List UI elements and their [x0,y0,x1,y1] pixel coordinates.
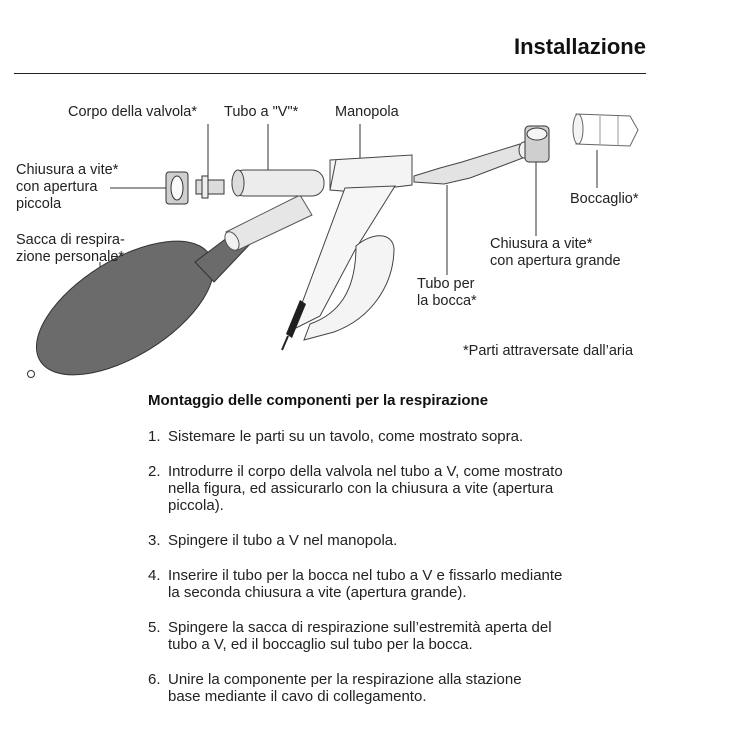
list-item [148,567,668,601]
label-valve-body: Corpo della valvola* [68,104,197,120]
label-mouth-tube: Tubo per la bocca* [417,276,477,309]
step-number: 4. [148,567,161,584]
list-item [148,671,668,705]
v-tube-branch [222,195,312,253]
page-title: Installazione [513,34,646,59]
step-number: 3. [148,532,161,549]
step-text: Spingere la sacca di respirazione sull’estremità aperta del tubo a V, ed il boccaglio sul tubo per la bocca. [168,619,552,653]
list-item [148,619,668,653]
label-handle: Manopola [335,104,399,120]
v-tube [232,170,324,196]
step-text: Unire la componente per la respirazione alla stazione base mediante il cavo di collegamento. [168,671,522,705]
step-number: 6. [148,671,161,688]
instructions-list [148,428,668,705]
step-text: Sistemare le parti su un tavolo, come mostrato sopra. [168,428,524,445]
step-text: Spingere il tubo a V nel manopola. [168,532,398,549]
label-small-screw-cap: Chiusura a vite* con apertura piccola [16,162,119,212]
label-breathing-bag: Sacca di respira- zione personale* [16,232,125,265]
list-item [148,532,668,549]
label-mouthpiece: Boccaglio* [570,191,639,207]
large-screw-cap [525,126,549,162]
valve-body [196,176,224,198]
label-large-screw-cap: Chiusura a vite* con apertura grande [490,236,621,269]
list-item [148,428,668,445]
step-text: Inserire il tubo per la bocca nel tubo a V e fissarlo mediante la seconda chiusura a vite (apertura grande). [168,567,563,601]
assembly-instructions [148,392,668,723]
list-item [148,463,668,514]
step-text: Introdurre il corpo della valvola nel tubo a V, come mostrato nella figura, ed assicurarlo con la chiusura a vite (apertura piccola). [168,463,563,514]
label-v-tube: Tubo a "V"* [224,104,299,120]
instructions-heading: Montaggio delle componenti per la respirazione [148,392,489,409]
mouthpiece [573,114,638,146]
step-number: 5. [148,619,161,636]
figure-footnote: *Parti attraversate dall’aria [463,343,634,359]
step-number: 1. [148,428,161,445]
small-screw-cap [166,172,188,204]
mouth-tube [414,142,529,184]
step-number: 2. [148,463,161,480]
